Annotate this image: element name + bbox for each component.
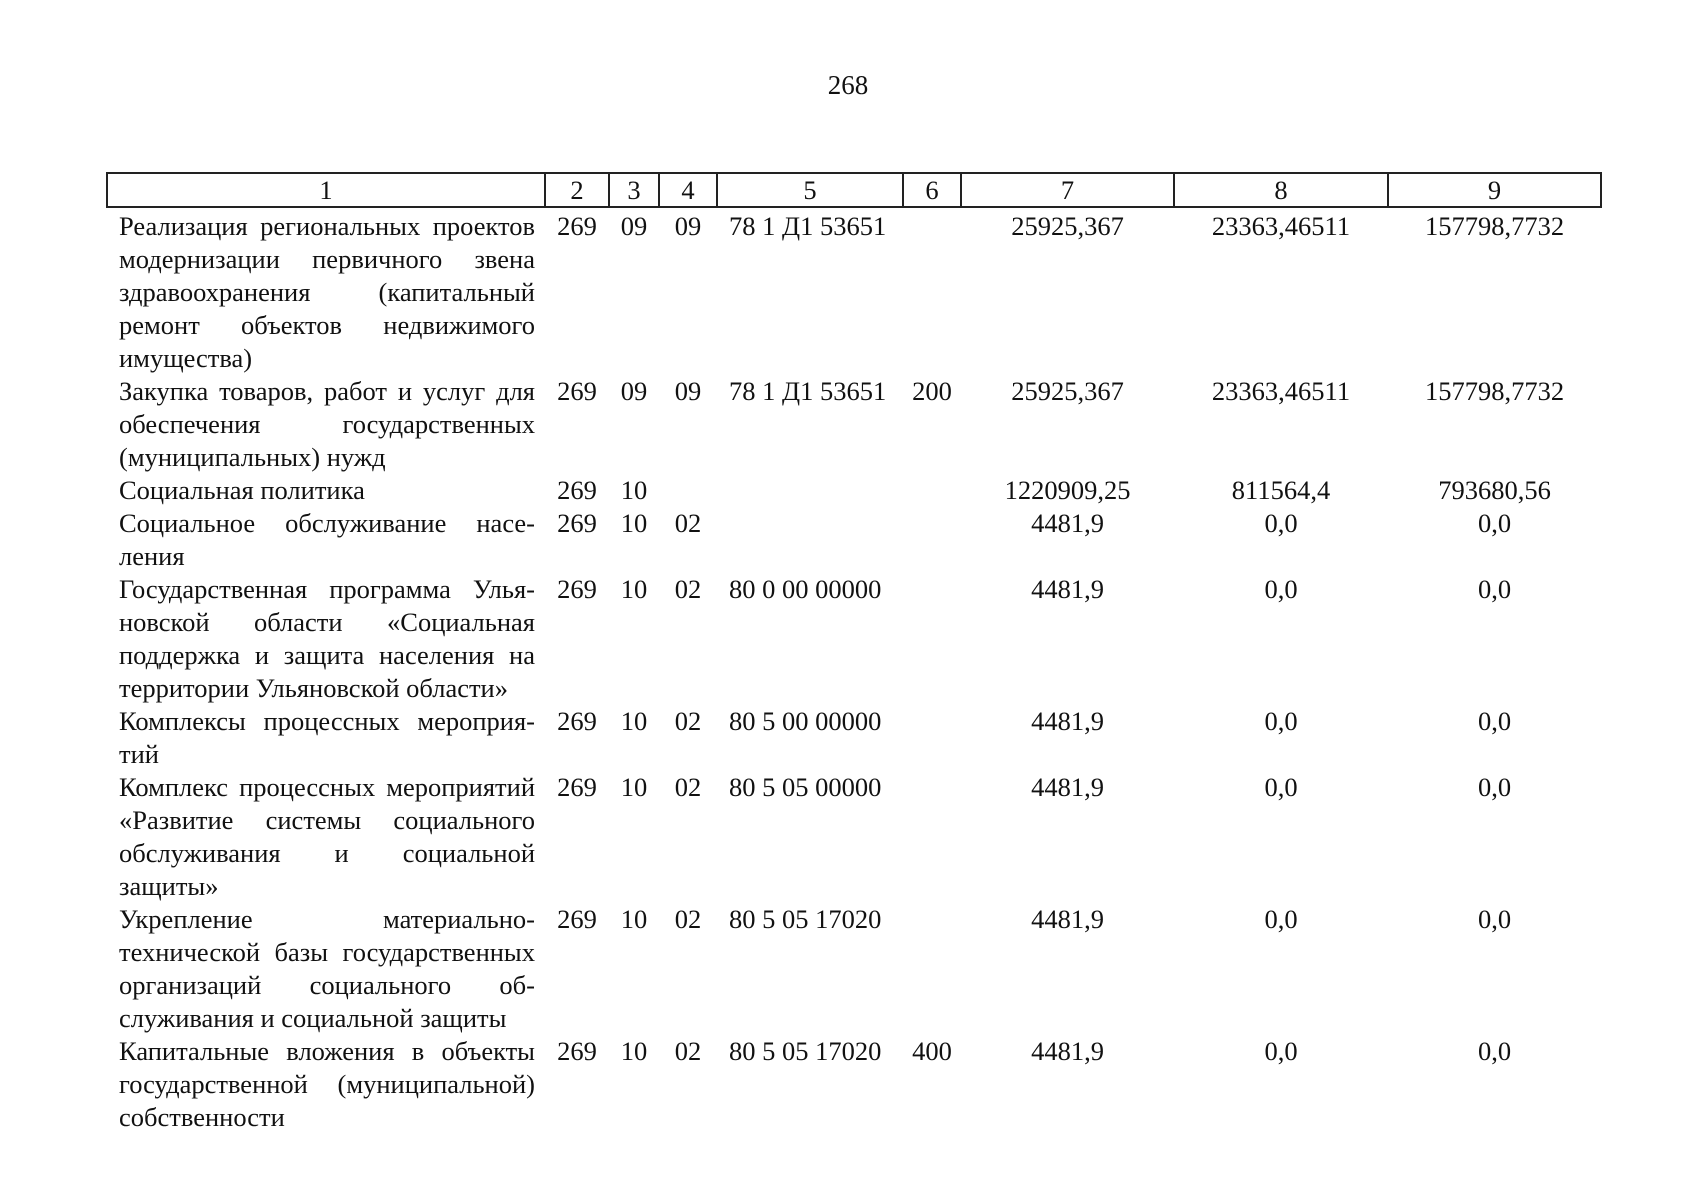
cell-value-9: 0,0	[1477, 1036, 1512, 1066]
cell-code-6	[903, 771, 961, 903]
cell-code-5	[717, 507, 903, 573]
column-header: 1	[107, 173, 545, 207]
cell-code-5: 80 5 05 17020	[729, 904, 882, 934]
cell-value-9: 0,0	[1477, 904, 1512, 934]
column-header: 2	[545, 173, 609, 207]
cell-code-3: 10	[620, 475, 648, 505]
cell-value-7: 4481,9	[1031, 1036, 1104, 1066]
cell-code-2: 269	[557, 1036, 597, 1066]
column-header: 3	[609, 173, 659, 207]
cell-code-6	[903, 903, 961, 1035]
cell-code-5: 80 0 00 00000	[729, 574, 882, 604]
cell-code-2: 269	[557, 508, 597, 538]
column-header: 6	[903, 173, 961, 207]
row-description: Государственная программа Ульяновской области «Социальная поддержка и защита населения на территории Ульяновской области»	[119, 574, 535, 703]
cell-code-3: 09	[620, 376, 648, 406]
cell-value-9: 0,0	[1477, 574, 1512, 604]
table-header-row	[107, 173, 1601, 207]
table-row	[107, 903, 1601, 1035]
cell-code-3: 10	[620, 904, 648, 934]
cell-code-3: 10	[620, 1036, 648, 1066]
cell-code-5: 80 5 05 00000	[729, 772, 882, 802]
cell-value-9: 157798,7732	[1424, 376, 1565, 406]
cell-value-7: 25925,367	[1011, 211, 1124, 241]
cell-code-6	[903, 474, 961, 507]
cell-code-5	[717, 474, 903, 507]
cell-value-8: 811564,4	[1231, 475, 1331, 505]
cell-value-8: 0,0	[1264, 772, 1298, 802]
page-number: 268	[827, 70, 869, 100]
table-row	[107, 474, 1601, 507]
row-description: Укрепление материально-технической базы государственных организаций социального обслуживания и социальной защиты	[119, 904, 535, 1033]
row-description: Социальная политика	[119, 475, 365, 505]
cell-value-9: 793680,56	[1438, 475, 1551, 505]
cell-code-4: 02	[674, 508, 702, 538]
cell-code-6: 200	[912, 376, 952, 406]
cell-code-2: 269	[557, 904, 597, 934]
cell-code-5: 80 5 00 00000	[729, 706, 882, 736]
cell-code-3: 10	[620, 706, 648, 736]
cell-value-7: 4481,9	[1031, 706, 1104, 736]
table-row	[107, 1035, 1601, 1134]
cell-code-4: 02	[674, 904, 702, 934]
table-row	[107, 507, 1601, 573]
cell-value-8: 23363,46511	[1211, 376, 1351, 406]
cell-code-2: 269	[557, 475, 597, 505]
cell-value-8: 0,0	[1264, 1036, 1298, 1066]
cell-code-3: 10	[620, 508, 648, 538]
cell-code-4: 09	[674, 376, 702, 406]
row-description: Комплексы процессных мероприятий	[119, 706, 535, 769]
table-row	[107, 771, 1601, 903]
cell-code-4: 02	[674, 1036, 702, 1066]
cell-value-7: 4481,9	[1031, 904, 1104, 934]
cell-code-5: 78 1 Д1 53651	[729, 376, 887, 406]
cell-code-4: 02	[674, 706, 702, 736]
row-description: Закупка товаров, работ и услуг для обеспечения государственных (муниципальных) нужд	[119, 376, 535, 472]
table-row	[107, 207, 1601, 375]
cell-value-9: 157798,7732	[1424, 211, 1565, 241]
cell-code-4: 02	[674, 574, 702, 604]
table-row	[107, 375, 1601, 474]
cell-code-5: 78 1 Д1 53651	[729, 211, 887, 241]
cell-value-9: 0,0	[1477, 772, 1512, 802]
cell-code-2: 269	[557, 706, 597, 736]
column-header: 8	[1174, 173, 1388, 207]
cell-value-8: 0,0	[1264, 904, 1298, 934]
cell-value-9: 0,0	[1477, 508, 1512, 538]
row-description: Реализация региональных проектов модернизации первичного звена здравоохранения (капитальный ремонт объектов недвижимого имущества)	[119, 211, 535, 373]
cell-code-4	[659, 474, 717, 507]
cell-value-8: 0,0	[1264, 508, 1298, 538]
row-description: Социальное обслуживание населения	[119, 508, 535, 571]
cell-value-8: 0,0	[1264, 706, 1298, 736]
row-description: Комплекс процессных мероприятий «Развитие системы социального обслуживания и социальной защиты»	[119, 772, 535, 901]
column-header: 4	[659, 173, 717, 207]
cell-code-4: 09	[674, 211, 702, 241]
budget-table	[106, 172, 1602, 1134]
cell-code-6	[903, 207, 961, 375]
cell-code-2: 269	[557, 574, 597, 604]
row-description: Капитальные вложения в объекты государственной (муниципальной) собственности	[119, 1036, 535, 1132]
cell-code-6	[903, 507, 961, 573]
table-row	[107, 705, 1601, 771]
column-header: 7	[961, 173, 1174, 207]
cell-value-7: 4481,9	[1031, 772, 1104, 802]
column-header: 9	[1388, 173, 1601, 207]
cell-code-5: 80 5 05 17020	[729, 1036, 882, 1066]
cell-code-4: 02	[674, 772, 702, 802]
table-row	[107, 573, 1601, 705]
column-header: 5	[717, 173, 903, 207]
cell-code-3: 09	[620, 211, 648, 241]
cell-code-6	[903, 705, 961, 771]
cell-value-7: 4481,9	[1031, 508, 1104, 538]
cell-value-9: 0,0	[1477, 706, 1512, 736]
cell-value-8: 23363,46511	[1211, 211, 1351, 241]
cell-code-6: 400	[912, 1036, 952, 1066]
cell-value-7: 4481,9	[1031, 574, 1104, 604]
cell-code-6	[903, 573, 961, 705]
cell-value-7: 25925,367	[1011, 376, 1124, 406]
cell-code-2: 269	[557, 772, 597, 802]
cell-code-3: 10	[620, 772, 648, 802]
cell-code-3: 10	[620, 574, 648, 604]
cell-code-2: 269	[557, 376, 597, 406]
cell-value-8: 0,0	[1264, 574, 1298, 604]
cell-code-2: 269	[557, 211, 597, 241]
cell-value-7: 1220909,25	[1004, 475, 1131, 505]
